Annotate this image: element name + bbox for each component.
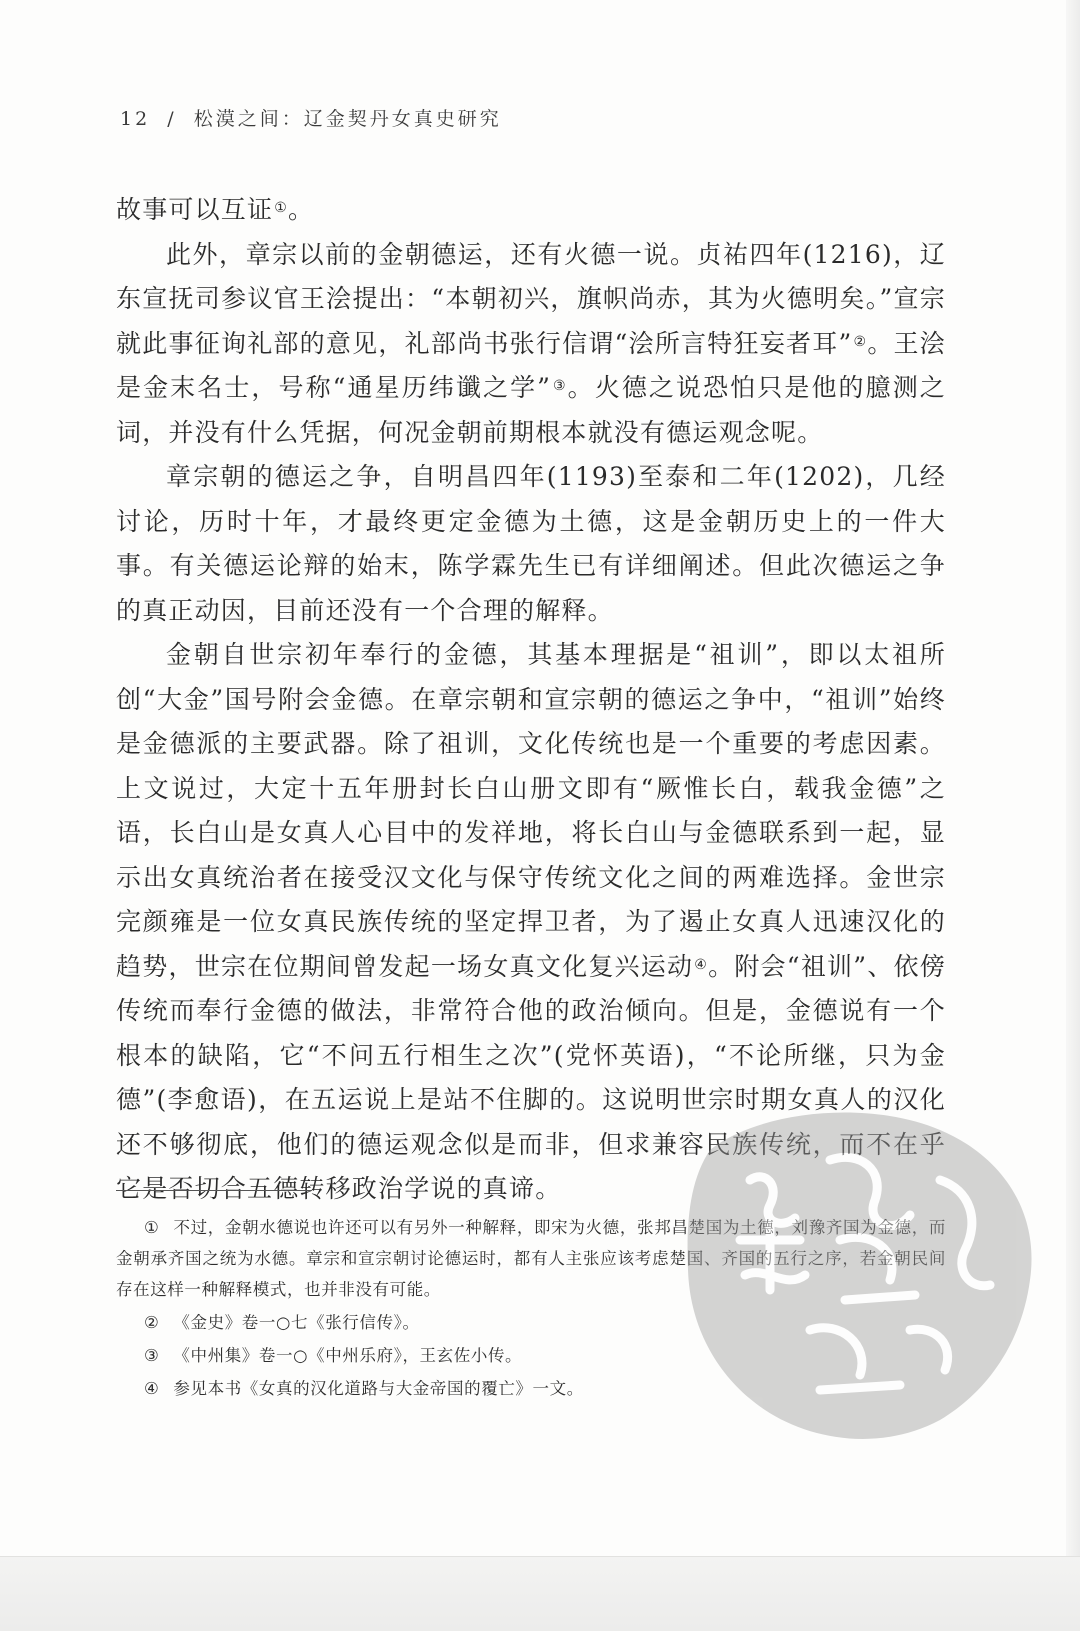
footnote-2-mark: ② [144, 1313, 160, 1332]
footnote-ref-1: ① [274, 200, 288, 216]
page-edge-bottom [0, 1556, 1080, 1631]
footnote-4-mark: ④ [144, 1379, 160, 1398]
paragraph-1-text: 故事可以互证 [116, 195, 274, 224]
book-title: 松漠之间：辽金契丹女真史研究 [193, 108, 502, 130]
paragraph-2-text-b: 。王浍是金末名士，号称“通星历纬谶之学” [116, 328, 946, 402]
footnote-3 [116, 1340, 946, 1371]
paragraph-1-end: 。 [287, 195, 315, 224]
paragraph-4-text-b: 。附会“祖训”、依傍传统而奉行金德的做法，非常符合他的政治倾向。但是，金德说有一个根本的缺陷，它“不问五行相生之次”(党怀英语)，“不论所继，只为金德”(李愈语)，在五运说上是站不住脚的。这说明世宗时期女真人的汉化还不够彻底，他们的德运观念似是而非，但求兼容民族传统，而不在乎它是否切合五德转移政治学说的真谛。 [116, 951, 946, 1203]
footnote-2 [116, 1307, 946, 1338]
paragraph-1 [116, 188, 946, 233]
footnote-4 [116, 1373, 946, 1404]
running-head [120, 104, 502, 131]
page-number: 12 [120, 108, 151, 130]
footnote-3-text: 《中州集》卷一○《中州乐府》，王玄佐小传。 [173, 1346, 523, 1365]
footnote-1-text: 不过，金朝水德说也许还可以有另外一种解释，即宋为火德，张邦昌楚国为土德，刘豫齐国为金德，而金朝承齐国之统为水德。章宗和宣宗朝讨论德运时，都有人主张应该考虑楚国、齐国的五行之序，若金朝民间存在这样一种解释模式，也并非没有可能。 [116, 1218, 946, 1299]
main-text [116, 188, 946, 1212]
paragraph-2-text-a: 此外，章宗以前的金朝德运，还有火德一说。贞祐四年(1216)，辽东宣抚司参议官王浍提出：“本朝初兴，旗帜尚赤，其为火德明矣。”宣宗就此事征询礼部的意见，礼部尚书张行信谓“浍所言特狂妄者耳” [116, 239, 946, 358]
footnote-3-mark: ③ [144, 1346, 160, 1365]
footnotes [116, 1212, 946, 1406]
footnote-4-text: 参见本书《女真的汉化道路与大金帝国的覆亡》一文。 [173, 1379, 584, 1398]
paragraph-2-text-c: 。火德之说恐怕只是他的臆测之词，并没有什么凭据，何况金朝前期根本就没有德运观念呢。 [116, 373, 946, 447]
paragraph-4 [116, 633, 946, 1212]
paragraph-2 [116, 233, 946, 456]
footnote-1 [116, 1212, 946, 1305]
footnote-ref-4: ④ [694, 956, 709, 973]
paragraph-3: 章宗朝的德运之争，自明昌四年(1193)至泰和二年(1202)，几经讨论，历时十年，才最终更定金德为土德，这是金朝历史上的一件大事。有关德运论辩的始末，陈学霖先生已有详细阐述。但此次德运之争的真正动因，目前还没有一个合理的解释。 [116, 462, 946, 625]
footnote-1-mark: ① [144, 1218, 160, 1237]
footnote-ref-3: ③ [552, 378, 568, 394]
paragraph-4-text-a: 金朝自世宗初年奉行的金德，其基本理据是“祖训”，即以太祖所创“大金”国号附会金德。在章宗朝和宣宗朝的德运之争中，“祖训”始终是金德派的主要武器。除了祖训，文化传统也是一个重要的考虑因素。上文说过，大定十五年册封长白山册文即有“厥惟长白，载我金德”之语，长白山是女真人心目中的发祥地，将长白山与金德联系到一起，显示出女真统治者在接受汉文化与保守传统文化之间的两难选择。金世宗完颜雍是一位女真民族传统的坚定捍卫者，为了遏止女真人迅速汉化的趋势，世宗在位期间曾发起一场女真文化复兴运动 [116, 640, 946, 981]
footnote-divider [116, 1190, 312, 1191]
page-edge-right [1066, 0, 1080, 1630]
footnote-2-text: 《金史》卷一○七《张行信传》。 [173, 1313, 420, 1332]
running-head-separator: / [167, 108, 177, 130]
footnote-ref-2: ② [853, 333, 868, 350]
